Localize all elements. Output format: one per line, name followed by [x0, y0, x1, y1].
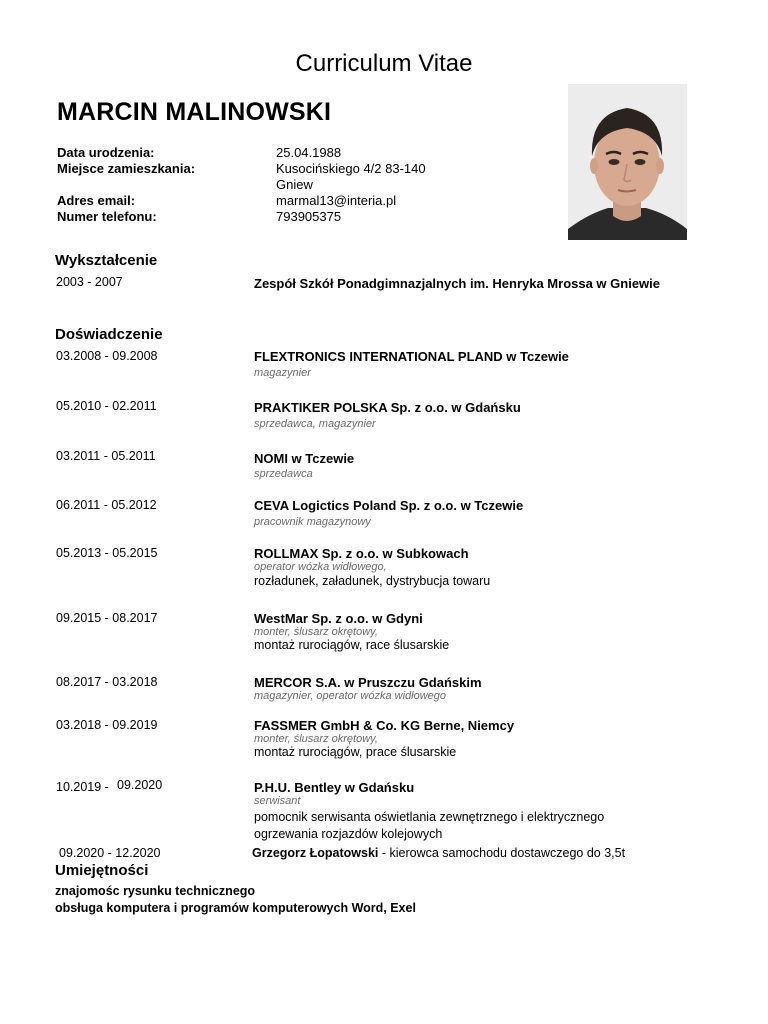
experience-role: monter, ślusarz okrętowy, — [254, 733, 378, 745]
experience-dates: 05.2013 - 05.2015 — [56, 546, 158, 560]
experience-dates: 06.2011 - 05.2012 — [56, 498, 157, 512]
experience-company: P.H.U. Bentley w Gdańsku — [254, 780, 415, 795]
skill-item: obsługa komputera i programów komputerowych Word, Exel — [55, 901, 416, 915]
experience-role: sprzedawca, magazynier — [254, 418, 376, 430]
skills-heading: Umiejętności — [55, 862, 149, 879]
experience-company: NOMI w Tczewie — [254, 451, 355, 466]
experience-company: WestMar Sp. z o.o. w Gdyni — [254, 611, 423, 626]
experience-role: magazynier, operator wózka widłowego — [254, 690, 446, 702]
birth-date-value: 25.04.1988 — [276, 145, 342, 160]
experience-company: MERCOR S.A. w Pruszczu Gdańskim — [254, 675, 482, 690]
experience-role: operator wózka widłowego, — [254, 561, 387, 573]
birth-date-label: Data urodzenia: — [57, 145, 155, 160]
experience-dates: 03.2011 - 05.2011 — [56, 449, 156, 463]
phone-label: Numer telefonu: — [57, 209, 157, 224]
experience-company: ROLLMAX Sp. z o.o. w Subkowach — [254, 546, 469, 561]
experience-dates-end: 09.2020 — [117, 778, 163, 792]
email-value: marmal13@interia.pl — [276, 193, 397, 208]
experience-role: monter, ślusarz okrętowy, — [254, 626, 378, 638]
experience-dates: 08.2017 - 03.2018 — [56, 675, 158, 689]
residence-value-line-1: Kusocińskiego 4/2 83-140 — [276, 161, 426, 176]
experience-detail: montaż rurociągów, prace ślusarskie — [254, 745, 457, 759]
experience-detail: - kierowca samochodu dostawczego do 3,5t — [378, 846, 626, 860]
experience-company: FLEXTRONICS INTERNATIONAL PLAND w Tczewie — [254, 349, 569, 364]
experience-dates: 03.2008 - 09.2008 — [56, 349, 158, 363]
candidate-name: MARCIN MALINOWSKI — [57, 98, 332, 126]
experience-heading: Doświadczenie — [55, 326, 163, 343]
education-heading: Wykształcenie — [55, 252, 158, 269]
education-dates: 2003 - 2007 — [56, 275, 123, 289]
experience-entry-line — [252, 846, 625, 860]
document-title: Curriculum Vitae — [295, 50, 473, 77]
experience-detail: pomocnik serwisanta oświetlania zewnętrznego i elektrycznego — [254, 810, 605, 824]
experience-role: serwisant — [254, 795, 301, 807]
residence-label: Miejsce zamieszkania: — [57, 161, 196, 176]
experience-role: magazynier — [254, 367, 311, 379]
experience-dates: 05.2010 - 02.2011 — [56, 399, 157, 413]
experience-company: PRAKTIKER POLSKA Sp. z o.o. w Gdańsku — [254, 400, 521, 415]
experience-dates: 09.2020 - 12.2020 — [59, 846, 161, 860]
experience-detail: rozładunek, załadunek, dystrybucja towaru — [254, 574, 491, 588]
experience-company: FASSMER GmbH & Co. KG Berne, Niemcy — [254, 718, 515, 733]
experience-detail: montaż rurociągów, race ślusarskie — [254, 638, 450, 652]
experience-dates: 03.2018 - 09.2019 — [56, 718, 158, 732]
education-school: Zespół Szkół Ponadgimnazjalnych im. Henryka Mrossa w Gniewie — [254, 276, 661, 291]
residence-value-line-2: Gniew — [276, 177, 313, 192]
email-label: Adres email: — [57, 193, 136, 208]
experience-role: sprzedawca — [254, 468, 313, 480]
portrait-photo — [568, 84, 687, 240]
phone-value: 793905375 — [276, 209, 342, 224]
experience-role: pracownik magazynowy — [254, 516, 371, 528]
experience-company: Grzegorz Łopatowski — [252, 846, 379, 860]
skill-item: znajomośc rysunku technicznego — [55, 884, 256, 898]
experience-company: CEVA Logictics Poland Sp. z o.o. w Tczewie — [254, 498, 524, 513]
experience-detail: ogrzewania rozjazdów kolejowych — [254, 827, 443, 841]
experience-dates: 09.2015 - 08.2017 — [56, 611, 158, 625]
experience-dates-start: 10.2019 - — [56, 780, 109, 794]
